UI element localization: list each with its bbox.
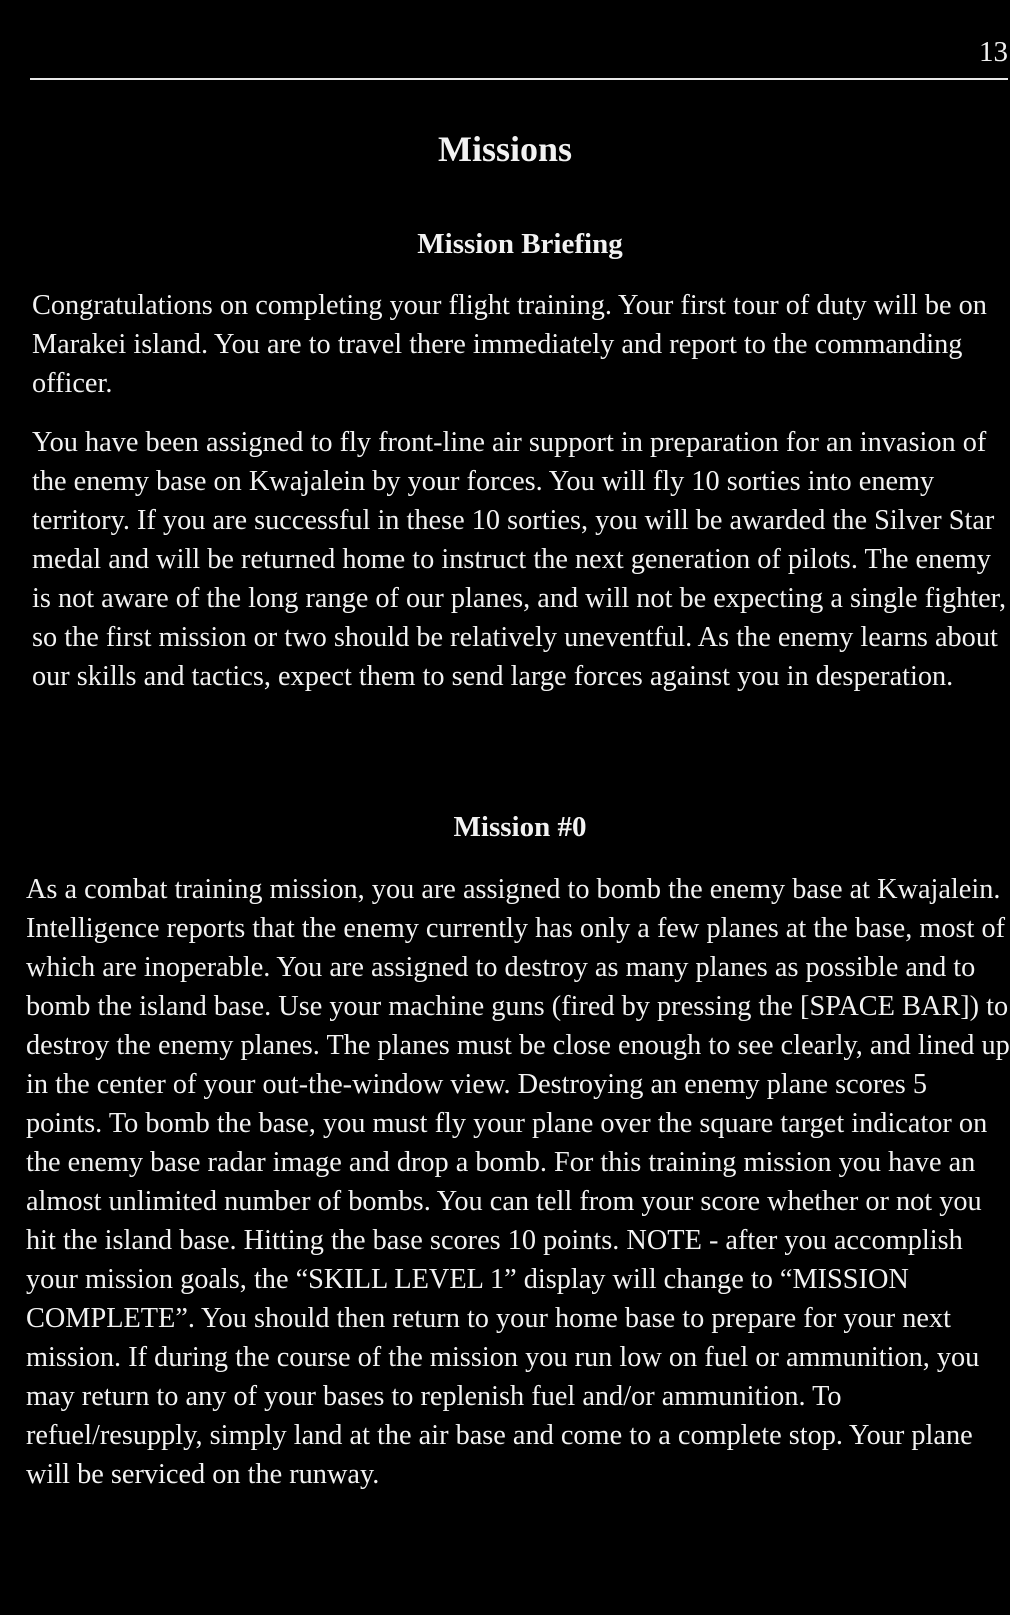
header-rule bbox=[30, 78, 1008, 80]
briefing-paragraph-1: Congratulations on completing your flight training. Your first tour of duty will be on Marakei island. You are to travel there immediately and report to the commanding officer. bbox=[32, 290, 987, 399]
page-number: 13 bbox=[979, 36, 1008, 68]
mission-briefing-heading: Mission Briefing bbox=[417, 228, 623, 260]
mission-0-paragraph: As a combat training mission, you are assigned to bomb the enemy base at Kwajalein. Intelligence reports that the enemy currently has only a few planes at the base, most of which are inoperable. You are assigned to destroy as many planes as possible and to bomb the island base. Use your machine guns (fired by pressing the [SPACE BAR]) to destroy the enemy planes. The planes must be close enough to see clearly, and lined up in the center of your out-the-window view. Destroying an enemy plane scores 5 points. To bomb the base, you must fly your plane over the square target indicator on the enemy base radar image and drop a bomb. For this training mission you have an almost unlimited number of bombs. You can tell from your score whether or not you hit the island base. Hitting the base scores 10 points. NOTE - after you accomplish your mission goals, the “SKILL LEVEL 1” display will change to “MISSION COMPLETE”. You should then return to your home base to prepare for your next mission. If during the course of the mission you run low on fuel or ammunition, you may return to any of your bases to replenish fuel and/or ammunition. To refuel/resupply, simply land at the air base and come to a complete stop. Your plane will be serviced on the runway. bbox=[26, 874, 1010, 1490]
page-title: Missions bbox=[437, 129, 573, 169]
mission-0-heading: Mission #0 bbox=[453, 811, 587, 843]
briefing-paragraph-2: You have been assigned to fly front-line air support in preparation for an invasion of the enemy base on Kwajalein by your forces. You will fly 10 sorties into enemy territory. If you are successful in these 10 sorties, you will be awarded the Silver Star medal and will be returned home to instruct the next generation of pilots. The enemy is not aware of the long range of our planes, and will not be expecting a single fighter, so the first mission or two should be relatively uneventful. As the enemy learns about our skills and tactics, expect them to send large forces against you in desperation. bbox=[32, 427, 1007, 692]
